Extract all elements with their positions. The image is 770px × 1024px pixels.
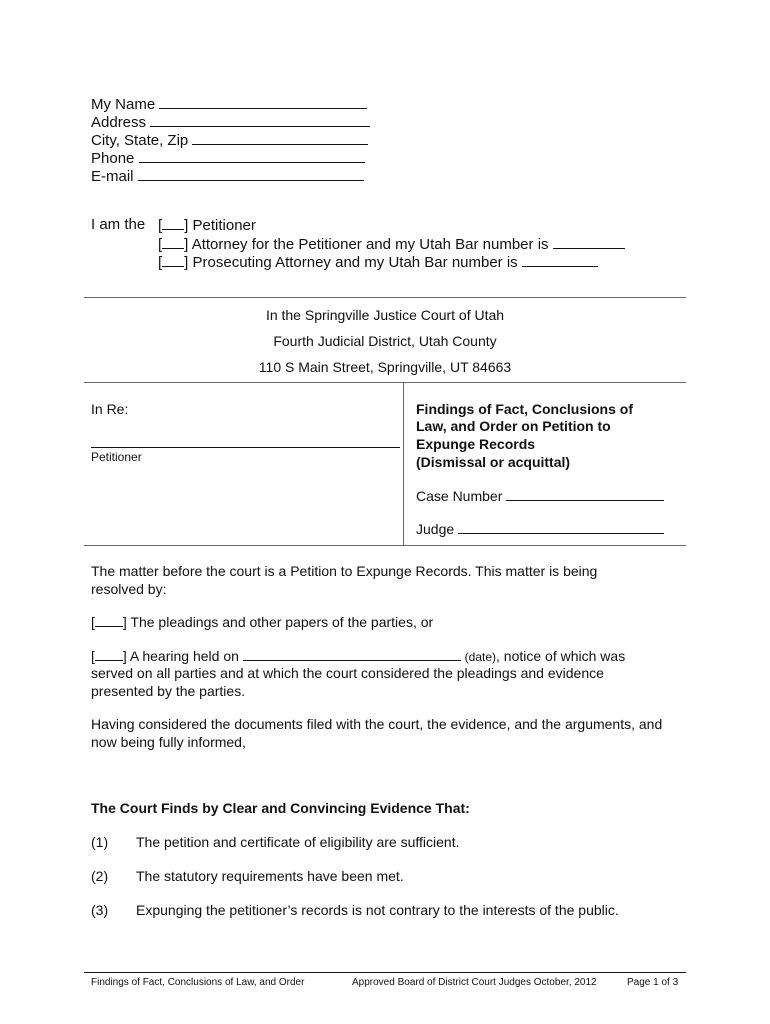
finding-text: The petition and certificate of eligibility are sufficient. <box>136 834 460 850</box>
judge-field <box>416 519 664 538</box>
judge-label: Judge <box>416 521 455 537</box>
court-bottom-rule <box>84 382 686 383</box>
court-top-rule <box>84 297 686 298</box>
hearing-checkbox[interactable] <box>95 647 123 661</box>
court-address: 110 S Main Street, Springville, UT 84663 <box>258 359 512 375</box>
role-option-petitioner: [ ] Petitioner <box>158 217 256 234</box>
hearing-description: served on all parties and at which the court considered the pleadings and evidence presented by the parties. <box>91 665 604 699</box>
resolution-option-hearing: [ ] A hearing held on (date), notice of which was <box>91 648 626 664</box>
court-name: In the Springville Justice Court of Utah <box>265 307 505 323</box>
role-option-label: Prosecuting Attorney and my Utah Bar number is <box>192 254 518 271</box>
document-title-line2: Law, and Order on Petition to <box>416 418 611 434</box>
document-title-line1: Findings of Fact, Conclusions of <box>416 401 633 417</box>
findings-heading: The Court Finds by Clear and Convincing Evidence That: <box>91 800 470 816</box>
judge-input-line[interactable] <box>458 519 664 534</box>
phone-input-line[interactable] <box>139 148 365 163</box>
considered-paragraph: Having considered the documents filed with the court, the evidence, and the arguments, and now being fully informed, <box>91 716 663 750</box>
petitioner-name-line[interactable] <box>91 447 400 448</box>
role-option-label: Attorney for the Petitioner and my Utah Bar number is <box>191 236 549 253</box>
hearing-date-hint: (date) <box>464 650 497 664</box>
petitioner-checkbox[interactable] <box>162 216 184 230</box>
phone-label: Phone <box>91 150 135 167</box>
case-number-field <box>416 486 664 505</box>
court-district: Fourth Judicial District, Utah County <box>273 333 497 349</box>
hearing-label: A hearing held on <box>129 648 239 664</box>
finding-text: The statutory requirements have been met. <box>136 868 404 884</box>
attorney-bar-number-line[interactable] <box>553 234 625 249</box>
role-option-label: Petitioner <box>192 217 256 234</box>
prosecutor-checkbox[interactable] <box>162 253 184 267</box>
footer-page-number: Page 1 of 3 <box>627 977 679 988</box>
footer-approval: Approved Board of District Court Judges October, 2012 <box>352 977 597 988</box>
finding-text: Expunging the petitioner’s records is not contrary to the interests of the public. <box>136 902 619 918</box>
email-input-line[interactable] <box>138 166 364 181</box>
hearing-date-input-line[interactable] <box>243 646 461 661</box>
document-subtitle: (Dismissal or acquittal) <box>416 454 571 470</box>
finding-number: (1) <box>91 834 109 850</box>
name-input-line[interactable] <box>159 94 367 109</box>
case-number-label: Case Number <box>416 488 503 504</box>
finding-number: (3) <box>91 902 109 918</box>
name-field <box>91 94 367 114</box>
footer-rule <box>84 972 686 973</box>
city-input-line[interactable] <box>192 130 368 145</box>
caption-divider <box>403 382 404 545</box>
pleadings-checkbox[interactable] <box>95 613 123 627</box>
attorney-checkbox[interactable] <box>162 235 184 249</box>
caption-bottom-rule <box>84 545 686 546</box>
city-label: City, State, Zip <box>91 132 189 149</box>
prosecutor-bar-number-line[interactable] <box>522 252 598 267</box>
finding-number: (2) <box>91 868 109 884</box>
intro-paragraph: The matter before the court is a Petition to Expunge Records. This matter is being resolved by: <box>91 563 598 597</box>
role-option-prosecutor: [ ] Prosecuting Attorney and my Utah Bar number is <box>158 252 598 272</box>
petitioner-label: Petitioner <box>91 450 142 464</box>
case-number-input-line[interactable] <box>506 486 664 501</box>
hearing-notice-text: , notice of which was <box>496 648 626 664</box>
role-option-attorney: [ ] Attorney for the Petitioner and my Utah Bar number is <box>158 234 625 254</box>
city-field <box>91 130 368 150</box>
pleadings-label: The pleadings and other papers of the parties, or <box>130 614 434 630</box>
role-intro: I am the <box>91 216 146 233</box>
address-field <box>91 112 370 132</box>
resolution-option-pleadings: [ ] The pleadings and other papers of the parties, or <box>91 614 434 630</box>
phone-field <box>91 148 365 168</box>
email-field <box>91 166 364 186</box>
footer-document-name: Findings of Fact, Conclusions of Law, and Order <box>91 977 305 988</box>
address-input-line[interactable] <box>150 112 370 127</box>
in-re-label: In Re: <box>91 401 129 417</box>
email-label: E-mail <box>91 168 134 185</box>
address-label: Address <box>91 114 147 131</box>
name-label: My Name <box>91 96 156 113</box>
document-title-line3: Expunge Records <box>416 436 536 452</box>
